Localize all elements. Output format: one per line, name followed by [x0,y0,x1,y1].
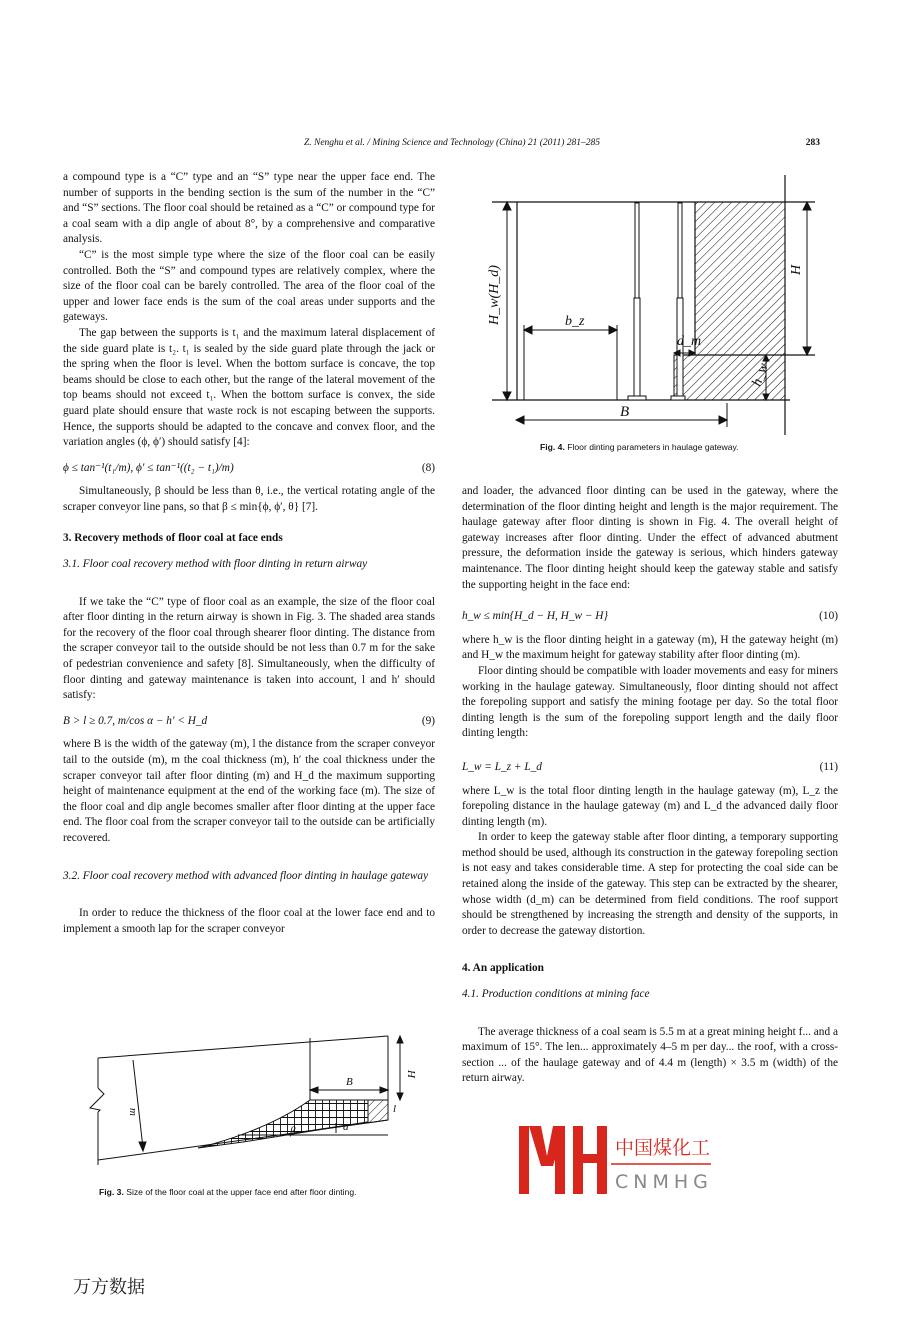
equation-11 [462,760,838,776]
equation-9 [63,714,435,730]
paragraph: The average thickness of a coal seam is 5.5 m at a great mining height f... and a maximum of 15°. The len... approximately 4–5 m per day... the roof, with a cross-section ... of the haulage gateway and of 4.4 m (length) × 3.5 m (width) of the return airway. [462,1025,838,1085]
section-heading: 4. An application [462,962,544,975]
equation-number: (11) [819,760,838,773]
paragraph: Floor dinting should be compatible with loader movements and easy for miners working in the haulage gateway. Simultaneously, floor dinting should not affect the forepoling support and satisfy the mining footage per day. So the total floor dinting length is the sum of the forepoling support length and the daily floor dinting length: [462,664,838,740]
equation-body: L_w = L_z + L_d [462,760,542,773]
equation-number: (8) [421,461,435,474]
label-hw-hd: H_w(H_d) [487,265,502,325]
figure-label: Fig. 4. [540,442,565,452]
figure-caption-text: Floor dinting parameters in haulage gateway. [567,442,739,452]
paragraph: where B is the width of the gateway (m), l the distance from the scraper conveyor tail to the outside (m), m the coal thickness (m), h′ the coal thickness under the scraper conveyor tail after floor dinting (m) and H_d the maximum supporting height of maintenance equipment at the end of the working face (m). The size of the floor coal and dip angle becomes smaller after floor dinting at the upper face end. The floor coal from the scraper conveyor tail to the outside can be artificially recovered. [63,738,435,844]
equation-number: (9) [421,714,435,727]
subsection-heading: 3.1. Floor coal recovery method with floor dinting in return airway [63,558,368,571]
equation-10 [462,609,838,625]
watermark-logo [515,1122,715,1198]
subsection-heading: 3.2. Floor coal recovery method with advanced floor dinting in haulage gateway [63,869,429,882]
figure-3-diagram [88,1030,418,1170]
paragraph: Simultaneously, β should be less than θ, i.e., the vertical rotating angle of the scraper conveyor line pans, so that β ≤ min{ϕ, ϕ′, θ} [7]. [63,485,435,513]
label-alpha: a [343,1121,349,1133]
figure-3-caption [99,1187,357,1197]
paragraph: where L_w is the total floor dinting length in the haulage gateway (m), L_z the forepoling distance in the haulage gateway (m) and L_d the advanced daily floor dinting length (m). [462,784,838,828]
watermark-en: CNMHG [615,1171,713,1193]
support-prop [635,203,639,298]
support-prop [678,203,682,298]
paragraph: In order to reduce the thickness of the floor coal at the lower face end and to implement a smooth lap for the scraper conveyor [63,907,435,935]
section-heading: 3. Recovery methods of floor coal at face ends [63,532,283,545]
label-bz: b_z [565,314,585,329]
figure-caption-text: Size of the floor coal at the upper face end after floor dinting. [126,1187,357,1197]
equation-number: (10) [819,610,838,623]
paragraph: In order to keep the gateway stable after floor dinting, a temporary supporting method should be used, although its construction in the gateway forepoling section is not easy and takes considerable time. A step for protecting the coal side can be retained along the inside of the gateway. This step can be extracted by the shearer, whose width (d_m) can be determined from field conditions. The roof support should be strengthened by increasing the strength and density of the supports, in order to decrease the gateway distortion. [462,831,838,937]
left-column [63,170,435,937]
label-b: B [346,1076,353,1088]
figure-label: Fig. 3. [99,1187,124,1197]
paragraph: “C” is the most simple type where the size of the floor coal can be easily controlled. Both the “S” and compound types are relatively complex, where the size of the floor coal can be barely controlled. The area of the floor coal of the upper and lower face ends is the sum of the coal areas under supports and the gateways. [63,248,435,324]
label-b: B [620,404,630,420]
paragraph: and loader, the advanced floor dinting can be used in the gateway, where the determination of the floor dinting height and length is the major requirement. The haulage gateway after floor dinting is shown in Fig. 4. The overall height of gateway increases after floor dinting. Under the effect of advanced abutment pressure, the deformation inside the gateway is serious, which hinders gateway maintenance. The floor dinting height should keep the gateway stable and satisfy the supporting height in the face end: [462,485,838,591]
paragraph: If we take the “C” type of floor coal as an example, the size of the floor coal after floor dinting in the return airway is shown in Fig. 3. The shaded area stands for the recovery of the floor coal through shearer floor dinting. The distance from the scraper conveyor tail to the outside should be not less than 0.7 m for the sake of pedestrian convenience and safety [8]. Simultaneously, when the difficulty of floor dinting and gateway maintenance is taken into account, l and h′ should satisfy: [63,595,435,702]
equation-8 [63,461,435,477]
equation-body: B > l ≥ 0.7, m/cos α − h′ < H_d [63,714,208,727]
running-title: Z. Nenghu et al. / Mining Science and Technology (China) 21 (2011) 281–285 [303,138,601,148]
paragraph: The gap between the supports is t₁ and the maximum lateral displacement of the side guard plate is t₂. t₁ is sealed by the side guard plate through the jack or the spring when the floor is level. When the bottom surface is concave, the top beams should be close to each other, but the range of the lateral movement of the top beams should not exceed t₁. When the bottom surface is convex, the side guard plate should ensure that waste rock is not escaping between the supports. Hence, the supports should be adapted to the concave and convex floor, and the variation angles (ϕ, ϕ′) should satisfy [4]: [63,326,435,449]
label-hw: h_w [749,361,772,389]
watermark-cn: 中国煤化工 [615,1137,711,1159]
label-beta: β [290,1125,296,1137]
label-dm: d_m [677,334,702,349]
label-l: l [393,1103,397,1115]
paragraph: a compound type is a “C” type and an “S” type near the upper face end. The number of supports in the bending section is the sum of the number in the “C” and “S” sections. The floor coal should be retained as a “C” or compound type for a coal seam with a dip angle of about 8°, by a comprehensive and comparative analysis. [63,171,435,246]
page-number: 283 [805,138,820,148]
label-h: H [405,1070,417,1078]
figure-4-caption [540,442,739,452]
right-column [462,484,838,1087]
label-h: H [789,264,804,275]
paragraph: where h_w is the floor dinting height in a gateway (m), H the gateway height (m) and H_w the maximum height for gateway stability after floor dinting (m). [462,633,838,662]
support-prop [634,298,640,397]
label-m: m [127,1108,139,1116]
equation-body: ϕ ≤ tan⁻¹(t₁/m), ϕ′ ≤ tan⁻¹((t₂ − t₁)/m) [63,461,234,474]
source-footer: 万方数据 [73,1277,145,1298]
subsection-heading: 4.1. Production conditions at mining face [462,988,650,1001]
equation-body: h_w ≤ min{H_d − H, H_w − H} [462,610,608,623]
figure-4-diagram [470,175,830,455]
